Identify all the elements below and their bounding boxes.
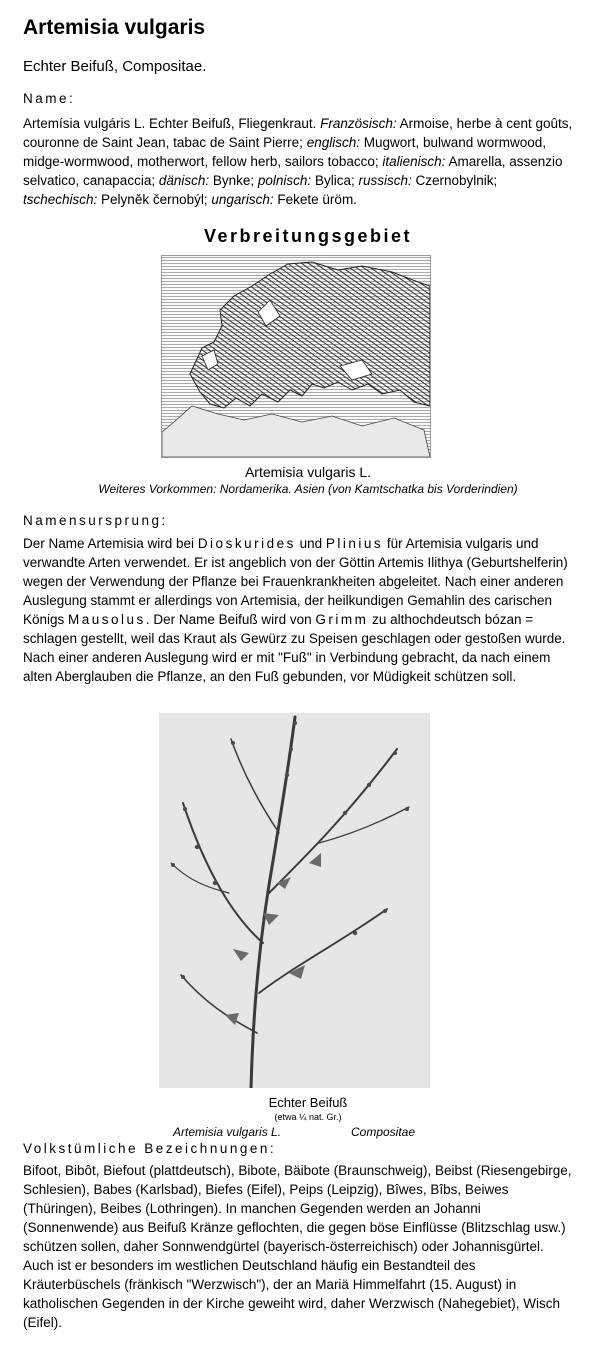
photo-family: Compositae — [351, 1125, 416, 1139]
names-paragraph: Artemísia vulgáris L. Echter Beifuß, Fliegenkraut. Französisch: Armoise, herbe à cent goûts, couronne de Saint Jean, tabac de Saint Pierre; englisch: Mugwort, bulwand wormwood, midge-wormwood, motherwort, fellow herb, sailors tobacco; italienisch: Amarella, assenzio selvatico, canapaccia; dänisch: Bynke; polnisch: Bylica; russisch: Czernobylnik; tschechisch: Pelyněk černobýl; ungarisch: Fekete üröm. — [23, 116, 573, 207]
map-caption: Artemisia vulgaris L. — [244, 464, 372, 480]
page-subtitle: Echter Beifuß, Compositae. — [23, 58, 207, 75]
photo-scale-note: (etwa ¼ nat. Gr.) — [274, 1112, 342, 1122]
mugwort-plant-graphic — [159, 713, 430, 1088]
page-title: Artemisia vulgaris — [23, 16, 206, 39]
plant-photo — [159, 713, 430, 1088]
europe-map-graphic — [162, 256, 430, 457]
distribution-map-image — [161, 255, 431, 458]
photo-caption: Echter Beifuß — [268, 1095, 348, 1110]
photo-latin-name: Artemisia vulgaris L. — [173, 1125, 282, 1139]
map-title: Verbreitungsgebiet — [203, 226, 413, 246]
section-heading-folk-names: Volkstümliche Bezeichnungen: — [23, 1141, 277, 1156]
map-note: Weiteres Vorkommen: Nordamerika. Asien (von Kamtschatka bis Vorderindien) — [98, 482, 518, 496]
section-heading-origin: Namensursprung: — [23, 513, 168, 528]
folk-names-paragraph: Bifoot, Bibôt, Biefout (plattdeutsch), Bibote, Bäibote (Braunschweig), Beibst (Riesengebirge, Schlesien), Babes (Karlsbad), Biefes (Eifel), Peips (Leipzig), Bîwes, Bîbs, Beiwes (Thüringen), Beibes (Lothringen). In manchen Gegenden werden an Johanni (Sonnenwende) aus Beifuß Kränze geflochten, die gegen böse Einflüsse (Blitzschlag usw.) schützen sollen, daher Sonnwendgürtel (bayerisch-österreichisch) oder Johannisgürtel. Auch ist er besonders im westlichen Deutschland häufig ein Bestandteil des Kräuterbüschels (fränkisch "Werzwisch"), der an Mariä Himmelfahrt (15. August) in katholischen Gegenden in der Kirche geweiht wird, daher Werzwisch (Nahegebiet), Wisch (Eifel). — [23, 1163, 572, 1330]
section-heading-name: Name: — [23, 91, 76, 106]
origin-paragraph: Der Name Artemisia wird bei Dioskurides und Plinius für Artemisia vulgaris und verwandte Arten verwendet. Er ist angeblich von der Göttin Artemis Ilithya (Geburtshelferin) wegen der Verwendung der Pflanze bei Frauenkrankheiten abgeleitet. Nach einer anderen Auslegung stammt er allerdings von Artemisia, der heilkundigen Gemahlin des carischen Königs Mausolus. Der Name Beifuß wird von Grimm zu althochdeutsch bózan = schlagen gestellt, weil das Kraut als Gewürz zu Speisen geschlagen oder gestoßen wurde. Nach einer anderen Auslegung wird er mit "Fuß" in Verbindung gebracht, da nach einem alten Aberglauben die Pflanze, an den Fuß gebunden, vor Müdigkeit schützen soll. — [23, 536, 568, 684]
